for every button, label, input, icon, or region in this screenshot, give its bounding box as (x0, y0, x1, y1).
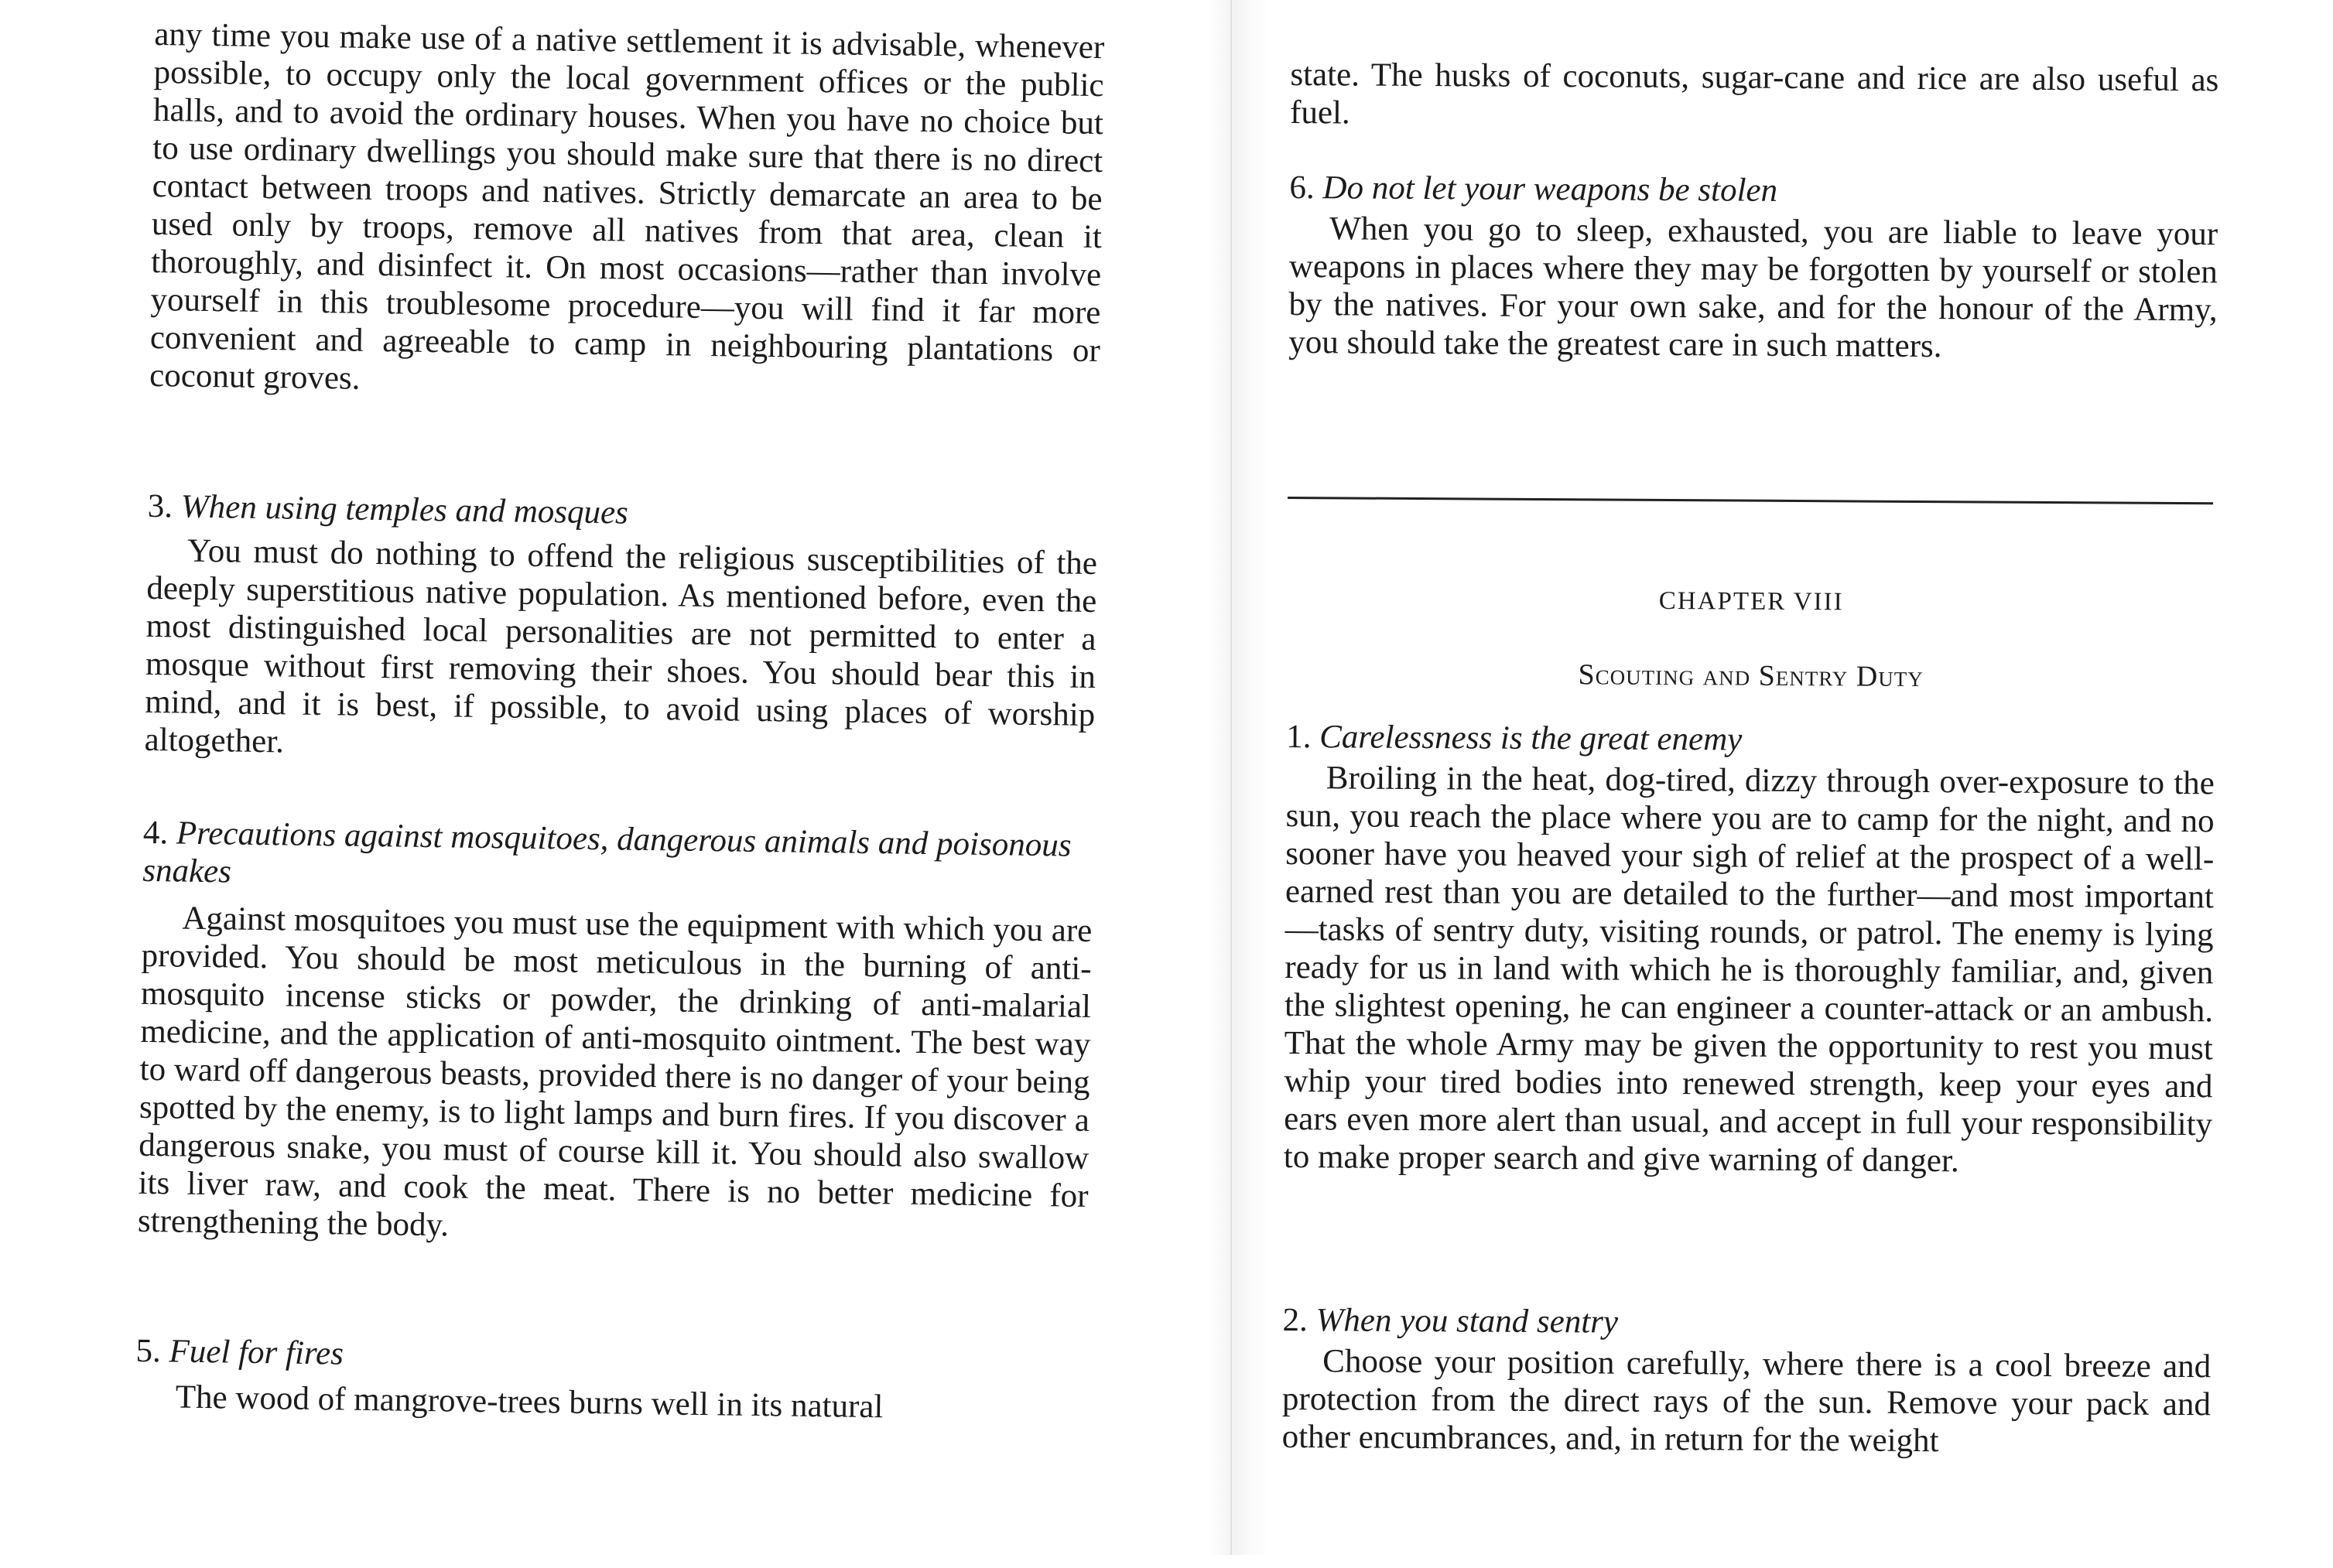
section-5-body: The wood of mangrove-trees burns well in its natural (175, 1378, 884, 1426)
section-6-title: Do not let your weapons be stolen (1322, 169, 1778, 209)
section-1-heading (1286, 718, 2215, 761)
section-1 (1284, 718, 2215, 1181)
section-3 (144, 487, 1098, 772)
right-page (1281, 0, 2225, 1560)
section-4-body: Against mosquitoes you must use the equipment with which you are provided. You should be most meticulous in the burning of anti-mosquito incense sticks or powder, the drinking of anti-malarial medicine, and the application of anti-mosquito ointment. The best way to ward off dangerous beasts, provided there is no danger of your being spotted by the enemy, is to light lamps and burn fires. If you discover a dangerous snake, you must of course kill it. You should also swallow its liver raw, and cook the meat. There is no better medicine for strengthening the body. (137, 900, 1093, 1244)
left-top-paragraph: any time you make use of a native settlement it is advisable, whenever possible, to occupy only the local government offices or the public halls, and to avoid the ordinary houses. When you have no choice but to use ordinary dwellings you should make sure that there is no direct contact between troops and natives. Strictly demarcate an area to be used only by troops, remove all natives from that area, clean it thoroughly, and disinfect it. On most occasions—rather than involve yourself in this troublesome procedure—you will find it far more convenient and agreeable to camp in neighbouring plantations or coconut groves. (149, 15, 1105, 397)
right-top-paragraph: state. The husks of coconuts, sugar-cane and rice are also useful as fuel. (1289, 56, 2219, 132)
section-4-heading (142, 814, 1093, 903)
page-edge (1230, 0, 1232, 1555)
section-5-title: Fuel for fires (169, 1333, 344, 1372)
section-5-heading (135, 1332, 1086, 1383)
horizontal-rule (1288, 497, 2213, 504)
section-3-title: When using temples and mosques (180, 488, 629, 531)
chapter-title: Scouting and Sentry Duty (1578, 658, 1924, 694)
section-3-number: 3. (147, 487, 173, 525)
gutter-shadow (1207, 0, 1269, 1555)
section-5-number: 5. (135, 1332, 162, 1370)
section-4 (138, 814, 1094, 1253)
section-2-title: When you stand sentry (1315, 1302, 1619, 1341)
section-1-title: Carelessness is the great enemy (1319, 719, 1743, 758)
left-page (133, 0, 1105, 1568)
section-2 (1282, 1301, 2212, 1461)
section-2-heading (1282, 1301, 2211, 1344)
section-4-number: 4. (142, 814, 169, 852)
section-6-body: When you go to sleep, exhausted, you are liable to leave your weapons in places where they may be forgotten by yourself or stolen by the natives. For your own sake, and for the honour of the Army, you should take the greatest care in such matters. (1288, 210, 2218, 365)
chapter-label: CHAPTER VIII (1658, 586, 1844, 617)
section-5 (135, 1332, 1086, 1429)
section-2-body: Choose your position carefully, where there is a cool breeze and protection from the direct rays of the sun. Remove your pack and other encumbrances, and, in return for the weight (1281, 1343, 2212, 1460)
section-4-title: Precautions against mosquitoes, dangerous animals and poisonous snakes (142, 815, 1072, 890)
section-1-number: 1. (1286, 718, 1312, 756)
section-3-heading (148, 487, 1099, 538)
section-3-body: You must do nothing to offend the religious susceptibilities of the deeply superstitious native population. As mentioned before, even the most distinguished local personalities are not permitted to enter a mosque without first removing their shoes. You should bear this in mind, and it is best, if possible, to avoid using places of worship altogether. (144, 532, 1098, 760)
section-6-heading (1289, 169, 2218, 212)
section-6 (1288, 169, 2218, 367)
section-6-number: 6. (1289, 169, 1315, 207)
section-1-body: Broiling in the heat, dog-tired, dizzy through over-exposure to the sun, you reach the place where you are to camp for the night, and no sooner have you heaved your sigh of relief at the prospect of a well-earned rest than you are detailed to the further—and most important—tasks of sentry duty, visiting rounds, or patrol. The enemy is lying ready for us in land with which he is thoroughly familiar, and, given the slightest opening, he can engineer a counter-attack or an ambush. That the whole Army may be given the opportunity to rest you must whip your tired bodies into renewed strength, keep your eyes and ears even more alert than usual, and accept in full your responsibility to make proper search and give warning of danger. (1283, 760, 2215, 1180)
section-2-number: 2. (1282, 1301, 1308, 1339)
